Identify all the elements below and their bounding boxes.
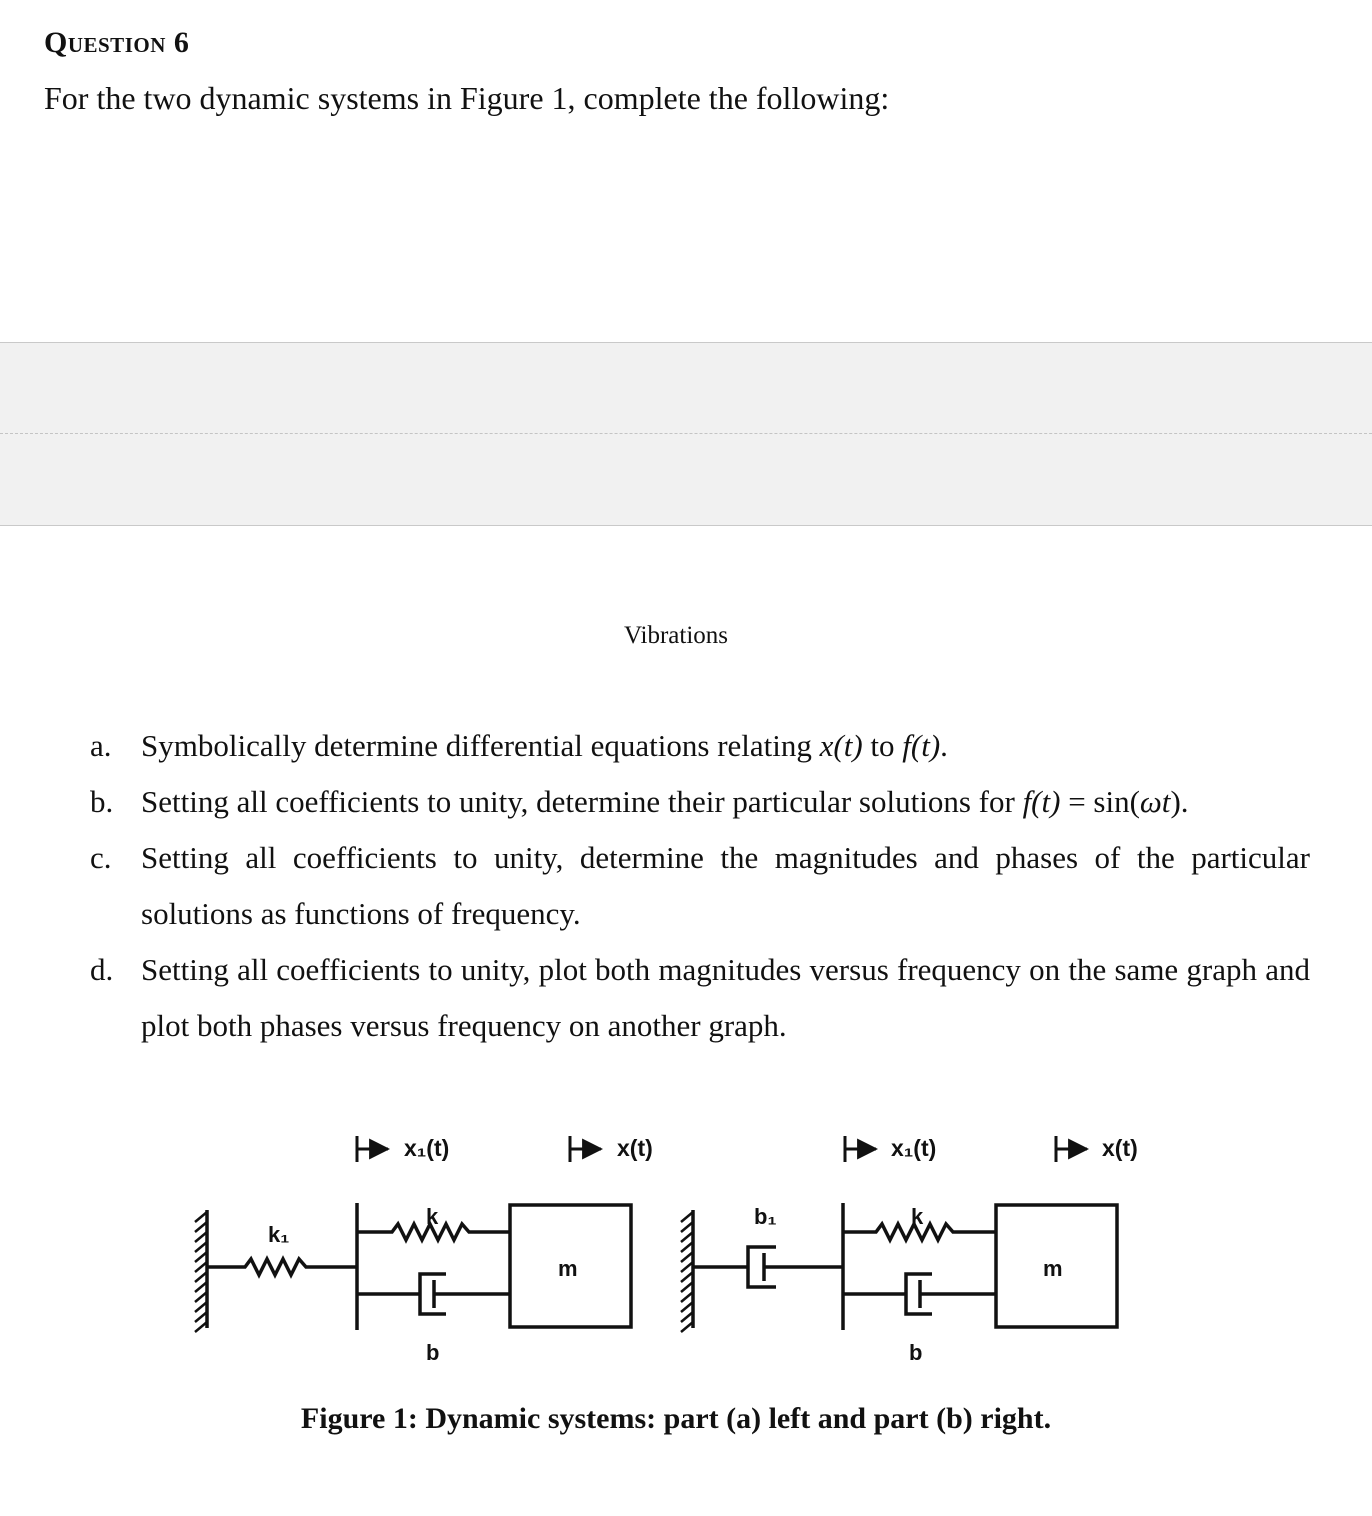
answer-placeholder-band xyxy=(0,342,1372,526)
label-k-a: k xyxy=(426,1204,439,1229)
label-x-a: x(t) xyxy=(617,1135,653,1161)
item-label: a. xyxy=(90,728,112,763)
list-item-c xyxy=(90,830,1310,942)
list-item-d xyxy=(90,942,1310,1054)
label-x1-b: x₁(t) xyxy=(891,1135,937,1161)
arrow-x-b xyxy=(1056,1136,1087,1162)
wall-a xyxy=(195,1210,207,1332)
label-b-b: b xyxy=(909,1340,923,1365)
band-divider xyxy=(0,433,1372,434)
system-a xyxy=(195,1136,631,1332)
spring-k1 xyxy=(207,1259,357,1275)
label-b-a: b xyxy=(426,1340,440,1365)
item-label: c. xyxy=(90,840,112,875)
damper-b-b xyxy=(843,1274,996,1314)
label-x1-a: x₁(t) xyxy=(404,1135,450,1161)
label-b1: b₁ xyxy=(754,1204,777,1229)
item-label: d. xyxy=(90,952,114,987)
question-intro: For the two dynamic systems in Figure 1, complete the following: xyxy=(44,80,890,116)
system-b xyxy=(681,1136,1117,1332)
equation: ωt xyxy=(1139,784,1171,819)
label-mass-a: m xyxy=(558,1256,578,1281)
arrow-x-a xyxy=(570,1136,601,1162)
item-text: Symbolically determine differential equations relating x(t) to f(t). xyxy=(141,728,948,763)
question-title-word: Question xyxy=(44,26,166,59)
equation: x(t) xyxy=(819,728,863,763)
question-items xyxy=(90,718,1310,1054)
figure-caption: Figure 1: Dynamic systems: part (a) left and part (b) right. xyxy=(300,1402,1052,1435)
damper-b1 xyxy=(693,1247,843,1287)
item-label: b. xyxy=(90,784,114,819)
question-title xyxy=(44,26,189,60)
equation: f(t) xyxy=(902,728,941,763)
section-label: Vibrations xyxy=(623,622,729,649)
question-number: 6 xyxy=(173,26,190,59)
arrow-x1-a xyxy=(357,1136,388,1162)
list-item-a xyxy=(90,718,1310,774)
item-text: Setting all coefficients to unity, determine the magnitudes and phases of the particular solutions as functions of frequency. xyxy=(141,840,1310,931)
label-mass-b: m xyxy=(1043,1256,1063,1281)
item-text: Setting all coefficients to unity, plot both magnitudes versus frequency on the same graph and plot both phases versus frequency on another graph. xyxy=(141,952,1310,1043)
label-x-b: x(t) xyxy=(1102,1135,1138,1161)
list-item-b xyxy=(90,774,1310,830)
arrow-x1-b xyxy=(845,1136,876,1162)
item-text: Setting all coefficients to unity, determine their particular solutions for f(t) = sin(ωt). xyxy=(141,784,1189,819)
wall-b xyxy=(681,1210,693,1332)
equation: f(t) xyxy=(1022,784,1061,819)
dynamic-systems-figure xyxy=(0,1100,1372,1400)
label-k-b: k xyxy=(911,1204,924,1229)
label-k1: k₁ xyxy=(268,1222,290,1247)
damper-b xyxy=(357,1274,510,1314)
